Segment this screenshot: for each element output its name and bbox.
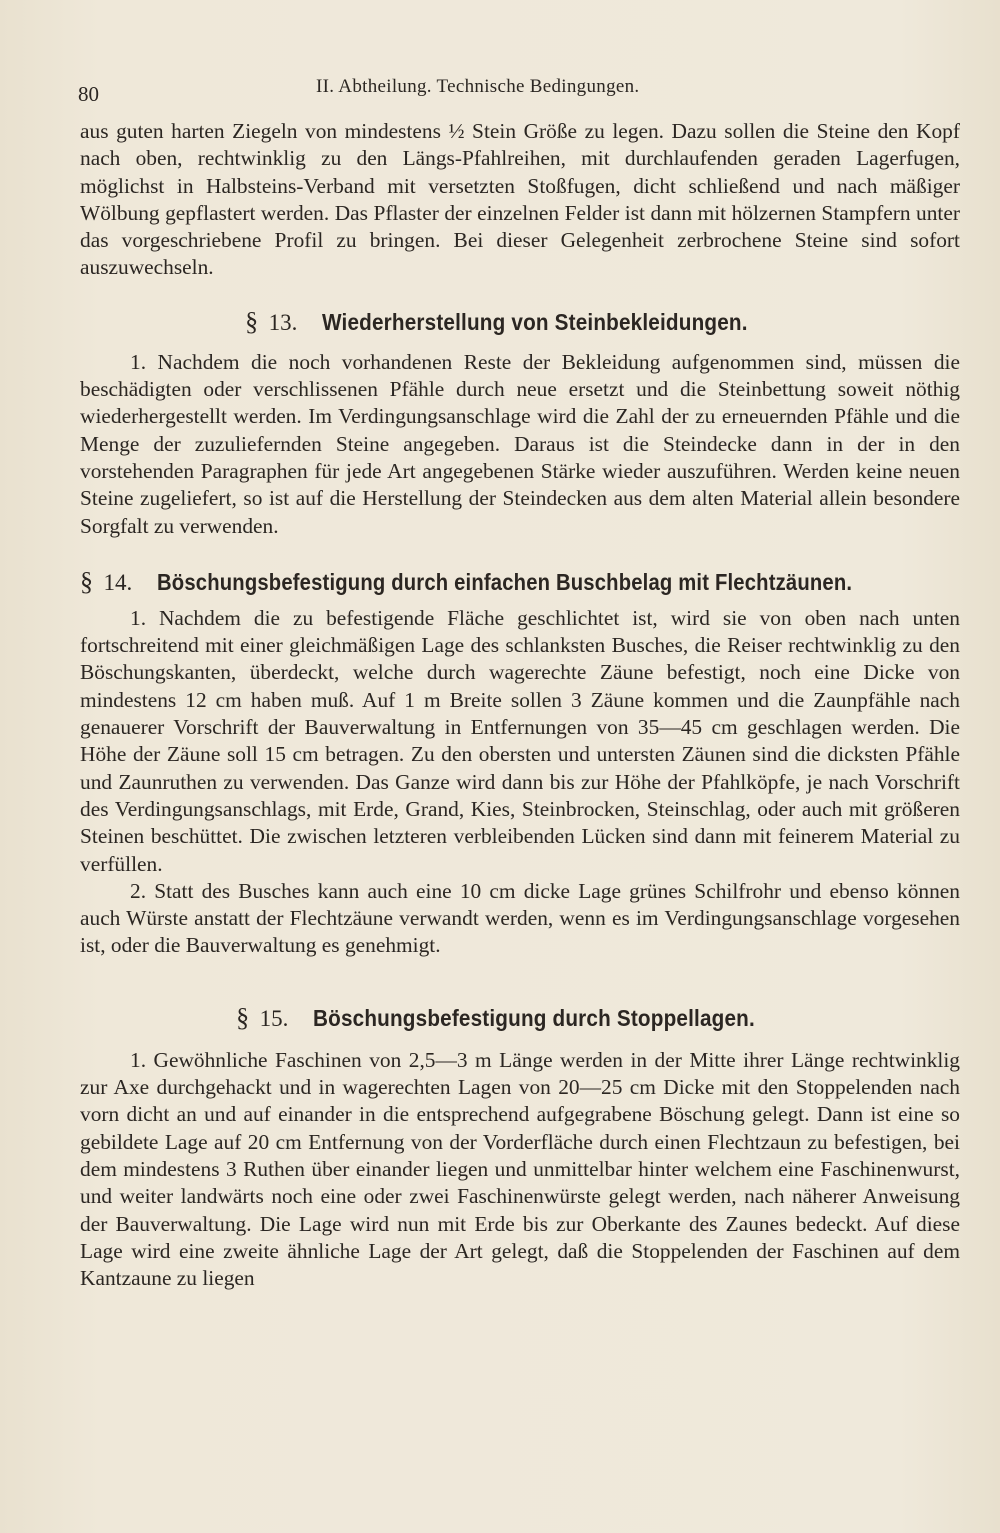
running-header — [0, 72, 1000, 112]
section-14-heading — [80, 566, 960, 599]
body-text — [80, 118, 960, 1292]
section-13-paragraph-1: 1. Nachdem die noch vorhandenen Reste der Bekleidung aufgenommen sind, müssen die beschädigten oder verschlissenen Pfähle durch neue ersetzt und die Steinbettung soweit nöthig wiederhergestellt werden. Im Verdingungsanschlage wird die Zahl der zu erneuernden Pfähle und die Menge der zuzuliefernden Steine angegeben. Daraus ist die Steindecke dann in der in den vorstehenden Paragraphen für jede Art angegebenen Stärke wieder auszuführen. Werden keine neuen Steine zugeliefert, so ist auf die Herstellung der Steindecken aus dem alten Material allein besondere Sorgfalt zu verwenden. — [80, 349, 960, 538]
section-number: 14. — [103, 569, 133, 595]
section-mark: § — [236, 1002, 250, 1032]
section-15-paragraph-1: 1. Gewöhnliche Faschinen von 2,5—3 m Länge werden in der Mitte ihrer Länge rechtwinklig zur Axe durchgehackt und in wagerechten Lagen von 20—25 cm Dicke mit den Stoppelenden nach vorn dicht an und auf einander in die entsprechend aufgegrabene Böschung gelegt. Dann ist eine so gebildete Lage auf 20 cm Entfernung von der Vorderfläche durch einen Flechtzaun zu befestigen, bei dem mindestens 3 Ruthen über einander liegen und unmittelbar hinter welchem eine Faschinenwurst, und weiter landwärts noch eine oder zwei Faschinenwürste gelegt werden, nach näherer Anweisung der Bauverwaltung. Die Lage wird nun mit Erde bis zur Oberkante des Zaunes bedeckt. Auf diese Lage wird eine zweite ähnliche Lage der Art gelegt, daß die Stoppelenden der Faschinen auf dem Kantzaune zu liegen — [80, 1047, 960, 1291]
page-number: 80 — [78, 82, 99, 106]
section-title: Böschungsbefestigung durch einfachen Buschbelag mit Flechtzäunen. — [156, 568, 852, 595]
section-15-heading — [80, 1002, 960, 1035]
section-number: 15. — [259, 1005, 289, 1031]
section-number: 13. — [268, 309, 298, 335]
section-14-paragraph-1: 1. Nachdem die zu befestigende Fläche geschlichtet ist, wird sie von oben nach unten fortschreitend mit einer gleichmäßigen Lage des schlanksten Busches, die Reiser rechtwinklig zu den Böschungskanten, überdeckt, welche durch wagerechte Zäune befestigt, noch eine Dicke von mindestens 12 cm haben muß. Auf 1 m Breite sollen 3 Zäune kommen und die Zaunpfähle nach genauerer Vorschrift der Bauverwaltung in Entfernungen von 35—45 cm geschlagen werden. Die Höhe der Zäune soll 15 cm betragen. Zu den obersten und untersten Zäunen sind die dicksten Pfähle und Zaunruthen zu verwenden. Das Ganze wird dann bis zur Höhe der Pfahlköpfe, je nach Vorschrift des Verdingungsanschlags, mit Erde, Grand, Kies, Steinbrocken, Steinschlag, oder auch mit größeren Steinen beschüttet. Die zwischen letzteren verbleibenden Lücken sind dann mit feinerem Material zu verfüllen. — [80, 605, 960, 876]
section-mark: § — [80, 566, 93, 596]
section-mark: § — [245, 306, 259, 336]
section-title: Böschungsbefestigung durch Stoppellagen. — [312, 1004, 755, 1031]
intro-paragraph: aus guten harten Ziegeln von mindestens ½ Stein Größe zu legen. Dazu sollen die Steine den Kopf nach oben, rechtwinklig zu den Längs-Pfahlreihen, mit durchlaufenden geraden Lagerfugen, möglichst in Halbsteins-Verband mit versetzten Stoßfugen, dicht schließend und nach mäßiger Wölbung gepflastert werden. Das Pflaster der einzelnen Felder ist dann mit hölzernen Stampfern unter das vorgeschriebene Profil zu bringen. Bei dieser Gelegenheit zerbrochene Steine sind sofort auszuwechseln. — [80, 119, 960, 280]
section-title: Wiederherstellung von Steinbekleidungen. — [321, 308, 748, 335]
section-14-paragraph-2: 2. Statt des Busches kann auch eine 10 cm dicke Lage grünes Schilfrohr und ebenso können auch Würste anstatt der Flechtzäune verwandt werden, wenn es im Verdingungsanschlage vorgesehen ist, oder die Bauverwaltung es genehmigt. — [80, 878, 960, 958]
section-13-heading — [80, 306, 960, 339]
running-title: II. Abtheilung. Technische Bedingungen. — [316, 76, 640, 97]
